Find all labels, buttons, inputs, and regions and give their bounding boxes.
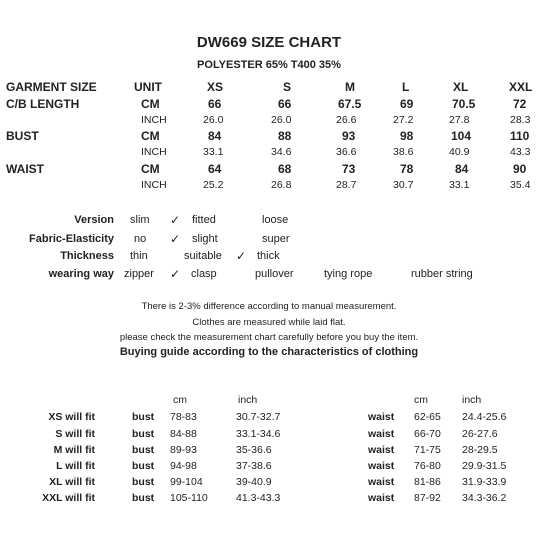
guide-fit-label: XXL will fit bbox=[42, 492, 95, 504]
value-cell: 98 bbox=[400, 129, 414, 143]
value-cell: 90 bbox=[513, 162, 527, 176]
feature-option: zipper bbox=[124, 268, 154, 280]
unit-inch: INCH bbox=[141, 114, 167, 126]
value-cell: 30.7 bbox=[393, 179, 414, 191]
value-cell: 78 bbox=[400, 162, 414, 176]
guide-bust-label: bust bbox=[132, 476, 155, 488]
guide-waist-inch: 34.3-36.2 bbox=[462, 492, 507, 504]
guide-bust-label: bust bbox=[132, 428, 155, 440]
size-header-xl: XL bbox=[453, 80, 469, 94]
row-label-bust: BUST bbox=[6, 129, 39, 143]
note-line: please check the measurement chart carefully before you buy the item. bbox=[119, 332, 419, 343]
value-cell: 70.5 bbox=[452, 97, 476, 111]
guide-bust-cm: 99-104 bbox=[170, 476, 203, 488]
guide-waist-label: waist bbox=[368, 476, 395, 488]
feature-option: slim bbox=[130, 214, 150, 226]
value-cell: 68 bbox=[278, 162, 292, 176]
size-header-m: M bbox=[345, 80, 355, 94]
value-cell: 33.1 bbox=[449, 179, 470, 191]
feature-option: thick bbox=[257, 250, 280, 262]
size-header-xxl: XXL bbox=[509, 80, 533, 94]
feature-option: rubber string bbox=[411, 268, 473, 280]
value-cell: 28.3 bbox=[510, 114, 531, 126]
feature-option: tying rope bbox=[324, 268, 373, 280]
value-cell: 64 bbox=[208, 162, 222, 176]
guide-bust-inch: 41.3-43.3 bbox=[236, 492, 281, 504]
size-chart-title: DW669 SIZE CHART bbox=[196, 34, 342, 51]
value-cell: 38.6 bbox=[393, 146, 414, 158]
value-cell: 34.6 bbox=[271, 146, 292, 158]
guide-waist-label: waist bbox=[368, 411, 395, 423]
guide-bust-label: bust bbox=[132, 411, 155, 423]
value-cell: 35.4 bbox=[510, 179, 531, 191]
feature-label-fabric-elasticity: Fabric-Elasticity bbox=[29, 233, 114, 245]
value-cell: 40.9 bbox=[449, 146, 470, 158]
guide-header-inch: inch bbox=[238, 394, 258, 406]
guide-waist-cm: 62-65 bbox=[414, 411, 441, 423]
guide-header-cm: cm bbox=[414, 394, 428, 406]
value-cell: 43.3 bbox=[510, 146, 531, 158]
feature-label-thickness: Thickness bbox=[60, 250, 114, 262]
feature-label-version: Version bbox=[74, 214, 114, 226]
feature-option: loose bbox=[262, 214, 289, 226]
size-header-xs: XS bbox=[207, 80, 224, 94]
guide-waist-inch: 31.9-33.9 bbox=[462, 476, 507, 488]
row-label-cb-length: C/B LENGTH bbox=[6, 97, 80, 111]
row-label-waist: WAIST bbox=[6, 162, 44, 176]
size-header-s: S bbox=[283, 80, 292, 94]
size-header-l: L bbox=[402, 80, 410, 94]
feature-option: pullover bbox=[255, 268, 294, 280]
guide-waist-label: waist bbox=[368, 492, 395, 504]
guide-waist-cm: 66-70 bbox=[414, 428, 441, 440]
value-cell: 88 bbox=[278, 129, 292, 143]
guide-bust-inch: 35-36.6 bbox=[236, 444, 272, 456]
guide-bust-inch: 30.7-32.7 bbox=[236, 411, 281, 423]
check-icon: ✓ bbox=[236, 249, 247, 263]
feature-option: super bbox=[262, 233, 290, 245]
guide-fit-label: XS will fit bbox=[48, 411, 95, 423]
guide-bust-label: bust bbox=[132, 444, 155, 456]
guide-waist-inch: 24.4-25.6 bbox=[462, 411, 507, 423]
guide-bust-cm: 89-93 bbox=[170, 444, 197, 456]
value-cell: 93 bbox=[342, 129, 356, 143]
guide-bust-label: bust bbox=[132, 460, 155, 472]
value-cell: 27.2 bbox=[393, 114, 414, 126]
value-cell: 25.2 bbox=[203, 179, 224, 191]
value-cell: 67.5 bbox=[338, 97, 362, 111]
guide-waist-label: waist bbox=[368, 444, 395, 456]
value-cell: 26.6 bbox=[336, 114, 357, 126]
note-line: There is 2-3% difference according to manual measurement. bbox=[141, 301, 397, 312]
value-cell: 84 bbox=[208, 129, 222, 143]
guide-bust-cm: 78-83 bbox=[170, 411, 197, 423]
value-cell: 66 bbox=[278, 97, 292, 111]
feature-option: no bbox=[134, 233, 147, 245]
guide-waist-cm: 81-86 bbox=[414, 476, 441, 488]
value-cell: 72 bbox=[513, 97, 527, 111]
value-cell: 104 bbox=[451, 129, 472, 143]
check-icon: ✓ bbox=[170, 213, 181, 227]
guide-fit-label: M will fit bbox=[53, 444, 95, 456]
feature-option: suitable bbox=[184, 250, 222, 262]
value-cell: 110 bbox=[510, 129, 530, 143]
unit-header: UNIT bbox=[134, 80, 162, 94]
unit-cm: CM bbox=[141, 162, 160, 176]
value-cell: 84 bbox=[455, 162, 469, 176]
value-cell: 33.1 bbox=[203, 146, 224, 158]
guide-waist-inch: 29.9-31.5 bbox=[462, 460, 507, 472]
guide-bust-cm: 105-110 bbox=[170, 492, 208, 504]
guide-waist-cm: 87-92 bbox=[414, 492, 441, 504]
value-cell: 36.6 bbox=[336, 146, 357, 158]
guide-bust-inch: 37-38.6 bbox=[236, 460, 272, 472]
guide-fit-label: L will fit bbox=[56, 460, 95, 472]
unit-cm: CM bbox=[141, 97, 160, 111]
unit-inch: INCH bbox=[141, 179, 167, 191]
guide-bust-label: bust bbox=[132, 492, 155, 504]
feature-option: slight bbox=[192, 233, 218, 245]
value-cell: 69 bbox=[400, 97, 414, 111]
guide-bust-cm: 94-98 bbox=[170, 460, 197, 472]
guide-bust-cm: 84-88 bbox=[170, 428, 197, 440]
note-line: Clothes are measured while laid flat. bbox=[192, 317, 346, 328]
guide-waist-label: waist bbox=[368, 428, 395, 440]
check-icon: ✓ bbox=[170, 232, 181, 246]
guide-waist-cm: 71-75 bbox=[414, 444, 441, 456]
guide-bust-inch: 39-40.9 bbox=[236, 476, 272, 488]
value-cell: 66 bbox=[208, 97, 222, 111]
size-chart-subtitle: POLYESTER 65% T400 35% bbox=[197, 59, 341, 71]
value-cell: 26.0 bbox=[271, 114, 292, 126]
guide-header-cm: cm bbox=[173, 394, 187, 406]
value-cell: 73 bbox=[342, 162, 356, 176]
value-cell: 26.8 bbox=[271, 179, 292, 191]
feature-option: fitted bbox=[192, 214, 216, 226]
check-icon: ✓ bbox=[170, 267, 181, 281]
guide-waist-label: waist bbox=[368, 460, 395, 472]
guide-header-inch: inch bbox=[462, 394, 482, 406]
unit-cm: CM bbox=[141, 129, 160, 143]
feature-label-wearing-way: wearing way bbox=[48, 268, 114, 280]
guide-bust-inch: 33.1-34.6 bbox=[236, 428, 281, 440]
guide-waist-inch: 26-27.6 bbox=[462, 428, 498, 440]
guide-waist-inch: 28-29.5 bbox=[462, 444, 498, 456]
garment-size-header: GARMENT SIZE bbox=[6, 80, 97, 94]
buying-guide-title: Buying guide according to the characteristics of clothing bbox=[119, 346, 419, 358]
value-cell: 27.8 bbox=[449, 114, 470, 126]
unit-inch: INCH bbox=[141, 146, 167, 158]
value-cell: 28.7 bbox=[336, 179, 357, 191]
guide-waist-cm: 76-80 bbox=[414, 460, 441, 472]
guide-fit-label: XL will fit bbox=[49, 476, 95, 488]
value-cell: 26.0 bbox=[203, 114, 224, 126]
feature-option: thin bbox=[130, 250, 148, 262]
feature-option: clasp bbox=[191, 268, 217, 280]
guide-fit-label: S will fit bbox=[55, 428, 95, 440]
